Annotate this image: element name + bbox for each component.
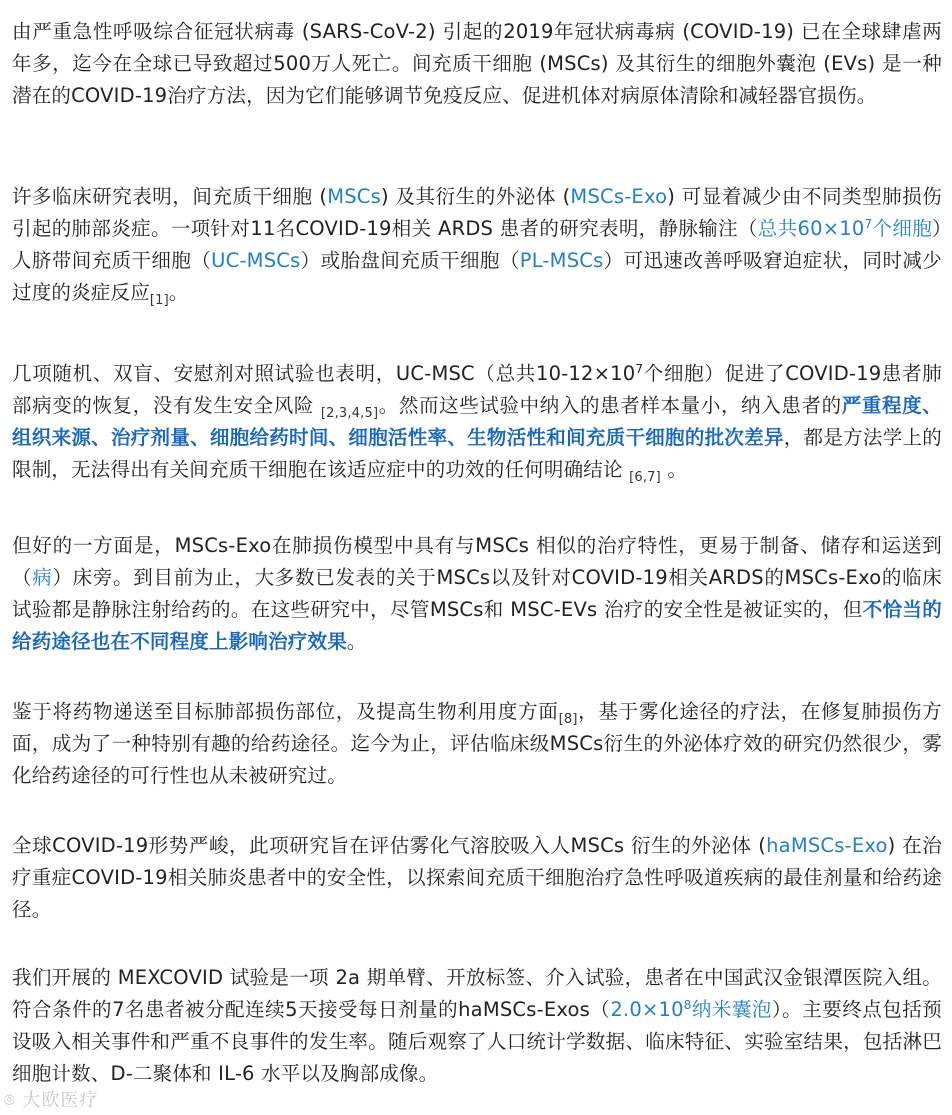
bold-limitations: 严重程度、组织来源、治疗剂量、细胞给药时间、细胞活性率、生物活性和间充质干细胞的批次差异	[12, 394, 942, 449]
watermark-text: 大欧医疗	[22, 1090, 99, 1111]
text-run: 。	[168, 281, 189, 304]
paragraph-mexcovid	[12, 962, 942, 1090]
exponent: 7	[635, 362, 644, 376]
text-run: ) 在治疗重症COVID-19相关肺炎患者中的安全性，以探索间充质干细胞治疗急性呼吸道疾病的最佳剂量和给药途径。	[12, 834, 942, 921]
text-run: ，基于雾化途径的疗法，在修复肺损伤方面，成为了一种特别有趣的给药途径。迄今为止，评估临床级MSCs衍生的外泌体疗效的研究仍然很少，雾化给药途径的可行性也从未被研究过。	[12, 700, 942, 787]
highlight-uc-mscs: UC-MSCs	[211, 249, 301, 272]
text-run: 个细胞）促进了COVID-19患者肺部病变的恢复，没有发生安全风险	[12, 362, 942, 417]
text-run: 许多临床研究表明，间充质干细胞 (	[12, 185, 328, 208]
paragraph-trials	[12, 358, 942, 486]
highlight-hamscs-exo: haMSCs-Exo	[766, 834, 888, 857]
paragraph-exo-advantages	[12, 530, 942, 658]
highlight-mscs-exo: MSCs-Exo	[570, 185, 668, 208]
text-run: ）或胎盘间充质干细胞（	[300, 249, 520, 272]
paragraph-clinical-studies	[12, 181, 942, 309]
paragraph-text: 由严重急性呼吸综合征冠状病毒 (SARS-CoV-2) 引起的2019年冠状病毒病 (COVID-19) 已在全球肆虐两年多，迄今在全球已导致超过500万人死亡。间充质干细胞 (MSCs) 及其衍生的细胞外囊泡 (EVs) 是一种潜在的COVID-19治疗方法，因为它们能够调节免疫反应、促进机体对病原体清除和减轻器官损伤。	[12, 20, 942, 107]
text-run: 几项随机、双盲、安慰剂对照试验也表明，UC-MSC（总共10-12×10	[12, 362, 636, 385]
paragraph-nebulization	[12, 696, 942, 792]
text-run: ）床旁。到目前为止，大多数已发表的关于MSCs以及针对COVID-19相关ARDS的MSCs-Exo的临床试验都是静脉注射给药的。在这些研究中，尽管MSCs和 MSC-EVs 治疗的安全性是被证实的，但	[12, 566, 942, 621]
text-run: 。	[346, 630, 367, 653]
text-run: 。然而这些试验中纳入的患者样本量小，纳入患者的	[378, 394, 842, 417]
text-run: 但好的一方面是，MSCs-Exo在肺损伤模型中具有与MSCs 相似的治疗特性，更易于制备、储存和运送到（	[12, 534, 942, 589]
text-run: 。	[660, 458, 688, 481]
text-run: ) 可显着减少由不同类型肺损伤引起的肺部炎症。一项针对11名COVID-19相关 ARDS 患者的研究表明，静脉输注（	[12, 185, 942, 240]
text-run: ，都是方法学上的限制，无法得出有关间充质干细胞在该适应症中的功效的任何明确结论	[12, 426, 942, 481]
citation-ref: [2,3,4,5]	[320, 406, 379, 421]
highlight-cell-dose	[758, 217, 932, 240]
text-run: 鉴于将药物递送至目标肺部损伤部位，及提高生物利用度方面	[12, 700, 559, 723]
text-run: ）人脐带间充质干细胞（	[12, 217, 942, 272]
paragraph-intro	[12, 16, 942, 112]
text-run: ) 及其衍生的外泌体 (	[380, 185, 571, 208]
text-run: 全球COVID-19形势严峻，此项研究旨在评估雾化气溶胶吸入人MSCs 衍生的外泌体 (	[12, 834, 767, 857]
text-run: ）。主要终点包括预设吸入相关事件和严重不良事件的发生率。随后观察了人口统计学数据、临床特征、实验室结果，包括淋巴细胞计数、D-二聚体和 IL-6 水平以及胸部成像。	[12, 998, 942, 1085]
paragraph-study-aim	[12, 830, 942, 926]
highlight-nanovesicle-dose	[610, 998, 772, 1021]
dose-base: 总共60×10	[757, 217, 865, 240]
text-run: ）可迅速改善呼吸窘迫症状，同时减少过度的炎症反应	[12, 249, 942, 304]
dose-unit: 个细胞	[872, 217, 933, 240]
dose-base: 2.0×10	[610, 998, 684, 1021]
citation-ref: [8]	[558, 712, 578, 727]
highlight-bing: 病	[32, 566, 53, 589]
text-run: 我们开展的 MEXCOVID 试验是一项 2a 期单臂、开放标签、介入试验，患者在中国武汉金银潭医院入组。符合条件的7名患者被分配连续5天接受每日剂量的haMSCs-Exos（	[12, 966, 942, 1021]
bold-route-effect: 不恰当的给药途径也在不同程度上影响治疗效果	[12, 598, 942, 653]
citation-ref: [1]	[149, 293, 169, 308]
dose-exponent: 7	[864, 217, 873, 231]
citation-ref: [6,7]	[629, 470, 661, 485]
highlight-mscs: MSCs	[327, 185, 381, 208]
dose-exponent: 8	[683, 998, 692, 1012]
highlight-pl-mscs: PL-MSCs	[519, 249, 604, 272]
dose-unit: 纳米囊泡	[691, 998, 772, 1021]
watermark: ⌾ 大欧医疗	[4, 1090, 99, 1111]
